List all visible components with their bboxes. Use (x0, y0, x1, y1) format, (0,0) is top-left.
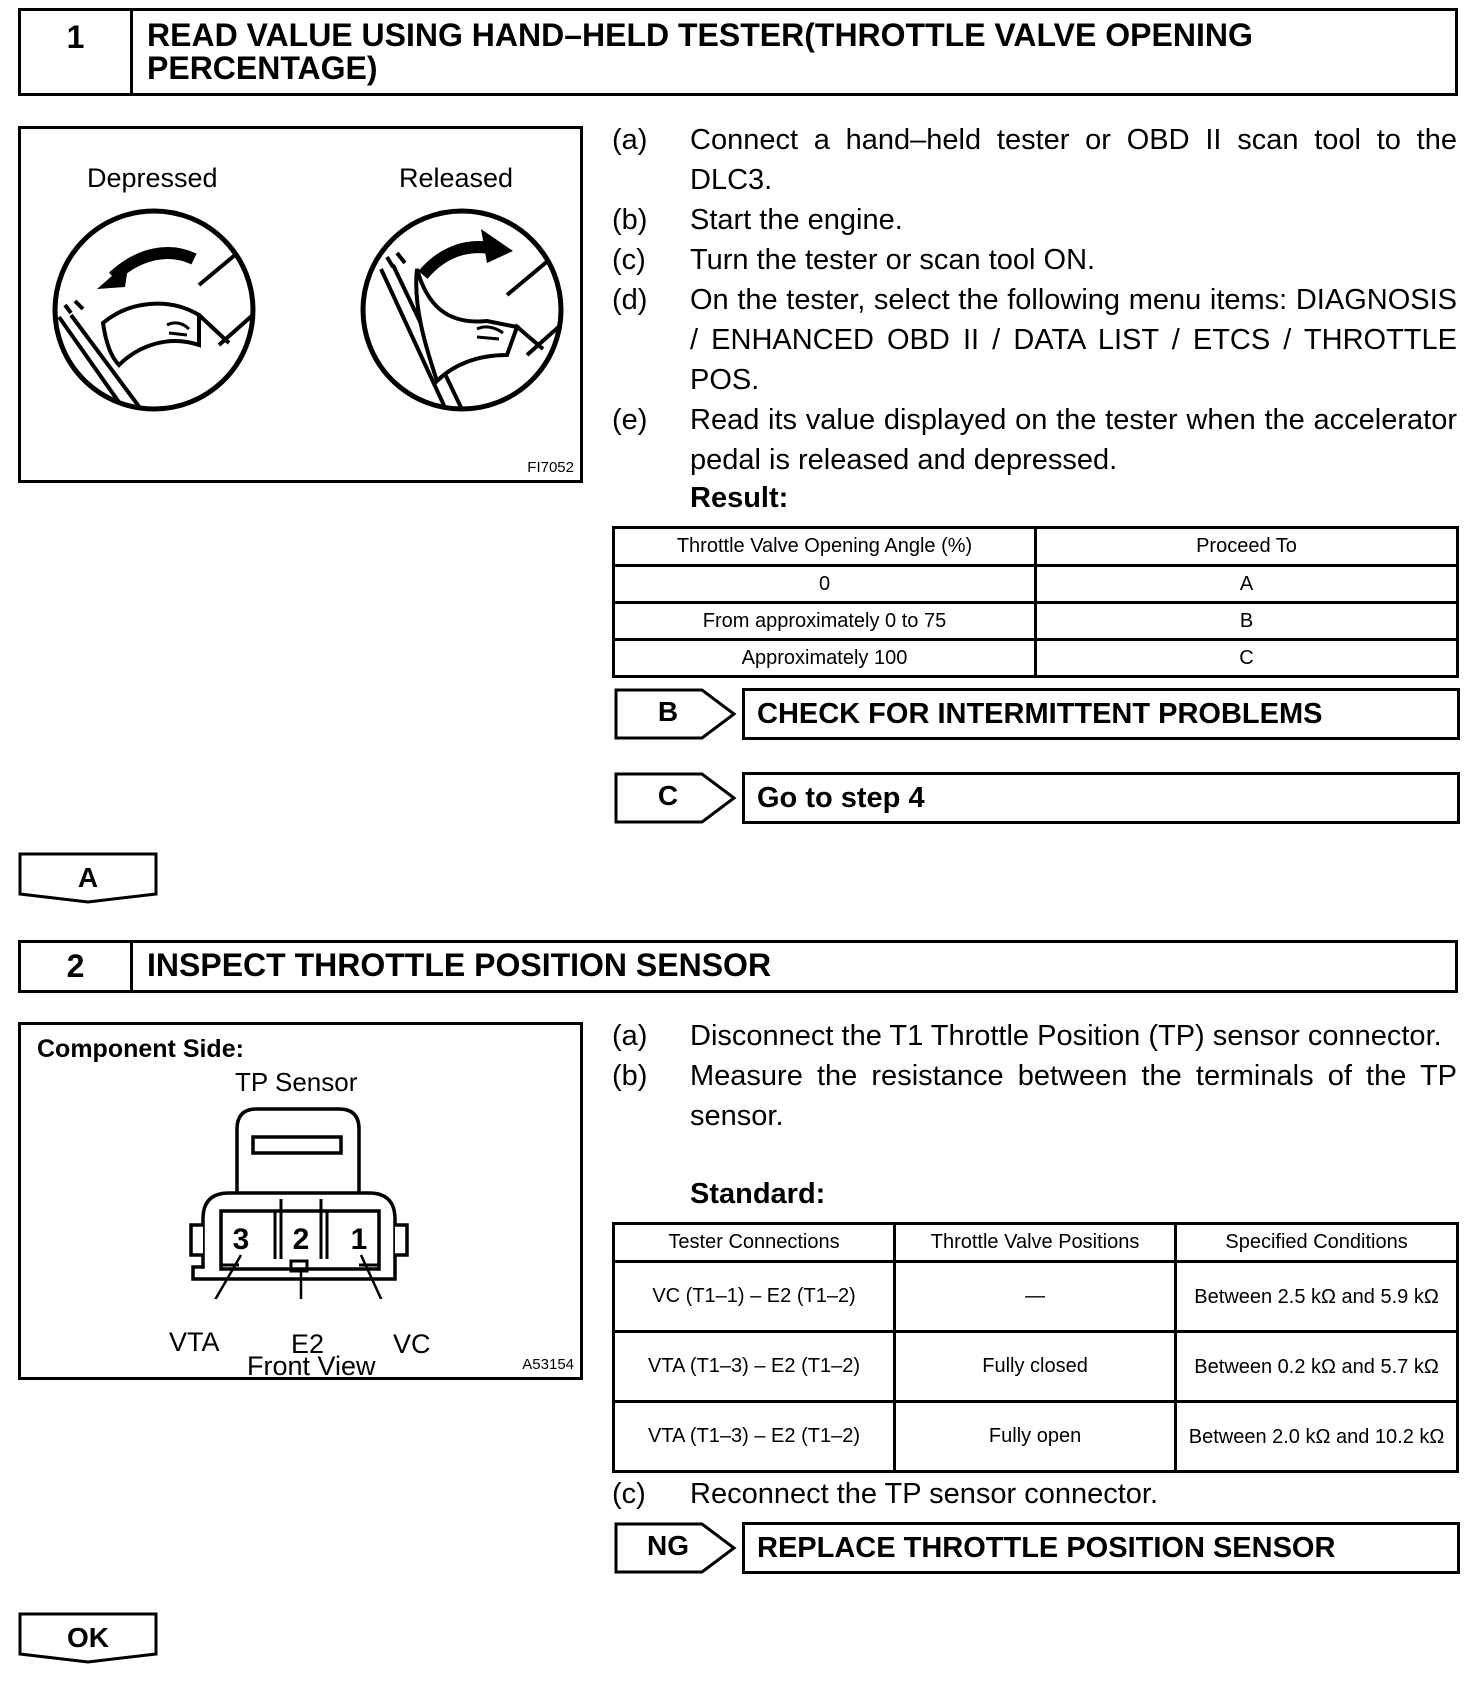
pedal-released-icon (357, 205, 567, 415)
table-cell: Fully closed (895, 1332, 1176, 1402)
step-title: INSPECT THROTTLE POSITION SENSOR (147, 947, 772, 983)
terminal-vta: VTA (169, 1327, 220, 1357)
pin-2: 2 (292, 1223, 310, 1256)
table-cell: 0 (614, 566, 1036, 603)
terminal-e2: E2 (291, 1329, 325, 1359)
outcome-action: Go to step 4 (742, 772, 1460, 824)
step-2-after-instruction (612, 1474, 1457, 1514)
table-cell: C (1036, 640, 1458, 677)
tp-sensor-label: TP Sensor (235, 1067, 358, 1097)
table-cell: VC (T1–1) – E2 (T1–2) (614, 1262, 895, 1332)
table-cell: Between 0.2 kΩ and 5.7 kΩ (1176, 1332, 1458, 1402)
instruction-text: On the tester, select the following menu items: DIAGNOSIS / ENHANCED OBD II / DATA LIST / ETCS / THROTTLE POS. (690, 284, 1457, 396)
table-row (614, 1402, 1458, 1472)
step-1-instructions (612, 120, 1457, 480)
depressed-label: Depressed (87, 163, 218, 193)
instruction-letter: (c) (612, 1478, 646, 1510)
standard-label: Standard: (690, 1178, 826, 1210)
table-header: Throttle Valve Opening Angle (%) (614, 528, 1036, 566)
pedal-depressed-icon (49, 205, 259, 415)
proceed-tab (18, 852, 158, 904)
terminal-vc: VC (393, 1329, 431, 1359)
step-title: READ VALUE USING HAND–HELD TESTER(THROTTLE VALVE OPENING PERCENTAGE) (147, 17, 1253, 86)
instruction-text: Turn the tester or scan tool ON. (690, 244, 1096, 276)
instruction-letter: (b) (612, 204, 648, 236)
table-header: Tester Connections (614, 1224, 895, 1262)
table-header: Throttle Valve Positions (895, 1224, 1176, 1262)
table-row (614, 1332, 1458, 1402)
pin-3: 3 (232, 1223, 250, 1256)
instruction-item (612, 200, 1457, 240)
instruction-letter: (d) (612, 284, 648, 316)
instruction-item (612, 120, 1457, 200)
instruction-text: Disconnect the T1 Throttle Position (TP) sensor connector. (690, 1020, 1442, 1052)
step-1-header (18, 8, 1458, 96)
table-header: Specified Conditions (1176, 1224, 1458, 1262)
instruction-letter: (a) (612, 1020, 648, 1052)
figure-code: A53154 (522, 1356, 574, 1373)
pedal-figure (18, 126, 583, 483)
table-cell: Between 2.0 kΩ and 10.2 kΩ (1176, 1402, 1458, 1472)
proceed-label: A (77, 862, 99, 893)
instruction-text: Connect a hand–held tester or OBD II scan tool to the DLC3. (690, 124, 1457, 196)
instruction-item (612, 1016, 1457, 1056)
outcome-code: B (657, 696, 679, 727)
instruction-item (612, 400, 1457, 480)
tp-sensor-connector-icon (181, 1099, 451, 1299)
proceed-tab (18, 1612, 158, 1664)
result-label: Result: (690, 482, 789, 514)
front-view-label: Front View (247, 1351, 376, 1381)
step-number: 1 (21, 11, 133, 93)
outcome-b (614, 688, 1460, 740)
instruction-letter: (e) (612, 404, 648, 436)
instruction-letter: (a) (612, 124, 648, 156)
instruction-item (612, 280, 1457, 400)
table-cell: — (895, 1262, 1176, 1332)
step-number: 2 (21, 943, 133, 990)
instruction-text: Reconnect the TP sensor connector. (690, 1478, 1159, 1510)
outcome-ng (614, 1522, 1460, 1574)
table-cell: VTA (T1–3) – E2 (T1–2) (614, 1332, 895, 1402)
table-cell: From approximately 0 to 75 (614, 603, 1036, 640)
outcome-code: C (657, 780, 679, 811)
table-row (614, 603, 1458, 640)
table-row (614, 566, 1458, 603)
outcome-action: CHECK FOR INTERMITTENT PROBLEMS (742, 688, 1460, 740)
table-cell: Fully open (895, 1402, 1176, 1472)
outcome-code: NG (647, 1530, 689, 1561)
proceed-label: OK (67, 1622, 109, 1653)
released-label: Released (399, 163, 514, 193)
instruction-letter: (b) (612, 1060, 648, 1092)
outcome-action: REPLACE THROTTLE POSITION SENSOR (742, 1522, 1460, 1574)
table-cell: Between 2.5 kΩ and 5.9 kΩ (1176, 1262, 1458, 1332)
step-2-header (18, 940, 1458, 993)
instruction-item (612, 1474, 1457, 1514)
table-cell: A (1036, 566, 1458, 603)
instruction-text: Read its value displayed on the tester when the accelerator pedal is released and depressed. (690, 404, 1457, 476)
table-row (614, 640, 1458, 677)
instruction-item (612, 1056, 1457, 1136)
table-cell: VTA (T1–3) – E2 (T1–2) (614, 1402, 895, 1472)
instruction-text: Measure the resistance between the terminals of the TP sensor. (690, 1060, 1457, 1132)
result-table (612, 526, 1459, 678)
figure-code: FI7052 (527, 459, 574, 476)
tp-sensor-figure (18, 1022, 583, 1380)
pin-1: 1 (350, 1223, 368, 1256)
table-cell: Approximately 100 (614, 640, 1036, 677)
table-cell: B (1036, 603, 1458, 640)
step-2-instructions (612, 1016, 1457, 1136)
outcome-c (614, 772, 1460, 824)
table-header: Proceed To (1036, 528, 1458, 566)
standard-table (612, 1222, 1459, 1473)
table-row (614, 1262, 1458, 1332)
instruction-text: Start the engine. (690, 204, 903, 236)
instruction-item (612, 240, 1457, 280)
instruction-letter: (c) (612, 244, 646, 276)
component-side-label: Component Side: (37, 1035, 244, 1063)
